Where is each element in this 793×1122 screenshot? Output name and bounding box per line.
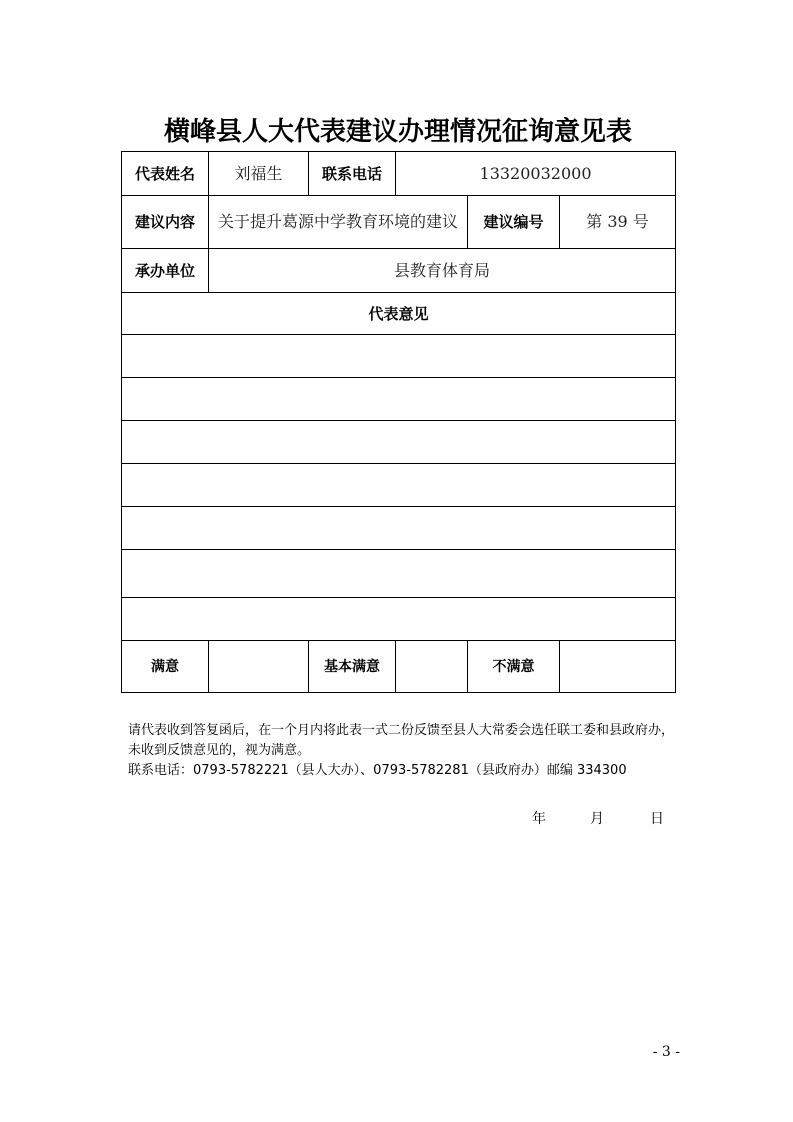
handling-unit-label: 承办单位 [122, 249, 209, 293]
phone-value: 13320032000 [396, 152, 676, 196]
proposal-content-label: 建议内容 [122, 196, 209, 249]
opinion-line-cell[interactable] [122, 550, 676, 598]
dissatisfied-check-cell[interactable] [560, 641, 676, 693]
contact-info-text: 联系电话：0793-5782221（县人大办）、0793-5782281（县政府办）邮编 334300 [128, 763, 627, 778]
opinion-line [122, 550, 676, 598]
rep-info-row [122, 152, 676, 196]
proposal-no-label: 建议编号 [468, 196, 560, 249]
date-line [520, 808, 680, 828]
opinion-line [122, 421, 676, 464]
opinion-line [122, 464, 676, 507]
phone-label: 联系电话 [309, 152, 396, 196]
opinion-line-cell[interactable] [122, 421, 676, 464]
opinion-line-cell[interactable] [122, 335, 676, 378]
opinion-header-row [122, 293, 676, 335]
instruction-text: 请代表收到答复函后，在一个月内将此表一式二份反馈至县人大常委会选任联工委和县政府办，未收到反馈意见的，视为满意。 [128, 723, 675, 758]
proposal-row [122, 196, 676, 249]
basically-satisfied-check-cell[interactable] [396, 641, 468, 693]
rep-name-label: 代表姓名 [122, 152, 209, 196]
page-number: - 3 - [652, 1044, 680, 1060]
rep-name-value: 刘福生 [209, 152, 309, 196]
opinion-form-table [121, 151, 676, 693]
proposal-content-value: 关于提升葛源中学教育环境的建议 [209, 196, 468, 249]
proposal-no-value: 第 39 号 [560, 196, 676, 249]
day-label: 日 [650, 811, 664, 827]
instructions-note [128, 721, 678, 781]
opinion-line [122, 378, 676, 421]
month-label: 月 [590, 811, 604, 827]
handling-unit-value: 县教育体育局 [209, 249, 676, 293]
opinion-line-cell[interactable] [122, 378, 676, 421]
opinion-line-cell[interactable] [122, 507, 676, 550]
opinion-line [122, 335, 676, 378]
dissatisfied-label: 不满意 [468, 641, 560, 693]
satisfaction-row [122, 641, 676, 693]
year-label: 年 [532, 811, 546, 827]
satisfied-check-cell[interactable] [209, 641, 309, 693]
opinion-line [122, 507, 676, 550]
opinion-line [122, 598, 676, 641]
opinion-header: 代表意见 [122, 293, 676, 335]
opinion-line-cell[interactable] [122, 464, 676, 507]
form-title: 横峰县人大代表建议办理情况征询意见表 [163, 117, 632, 147]
basically-satisfied-label: 基本满意 [309, 641, 396, 693]
opinion-line-cell[interactable] [122, 598, 676, 641]
satisfied-label: 满意 [122, 641, 209, 693]
handling-unit-row [122, 249, 676, 293]
